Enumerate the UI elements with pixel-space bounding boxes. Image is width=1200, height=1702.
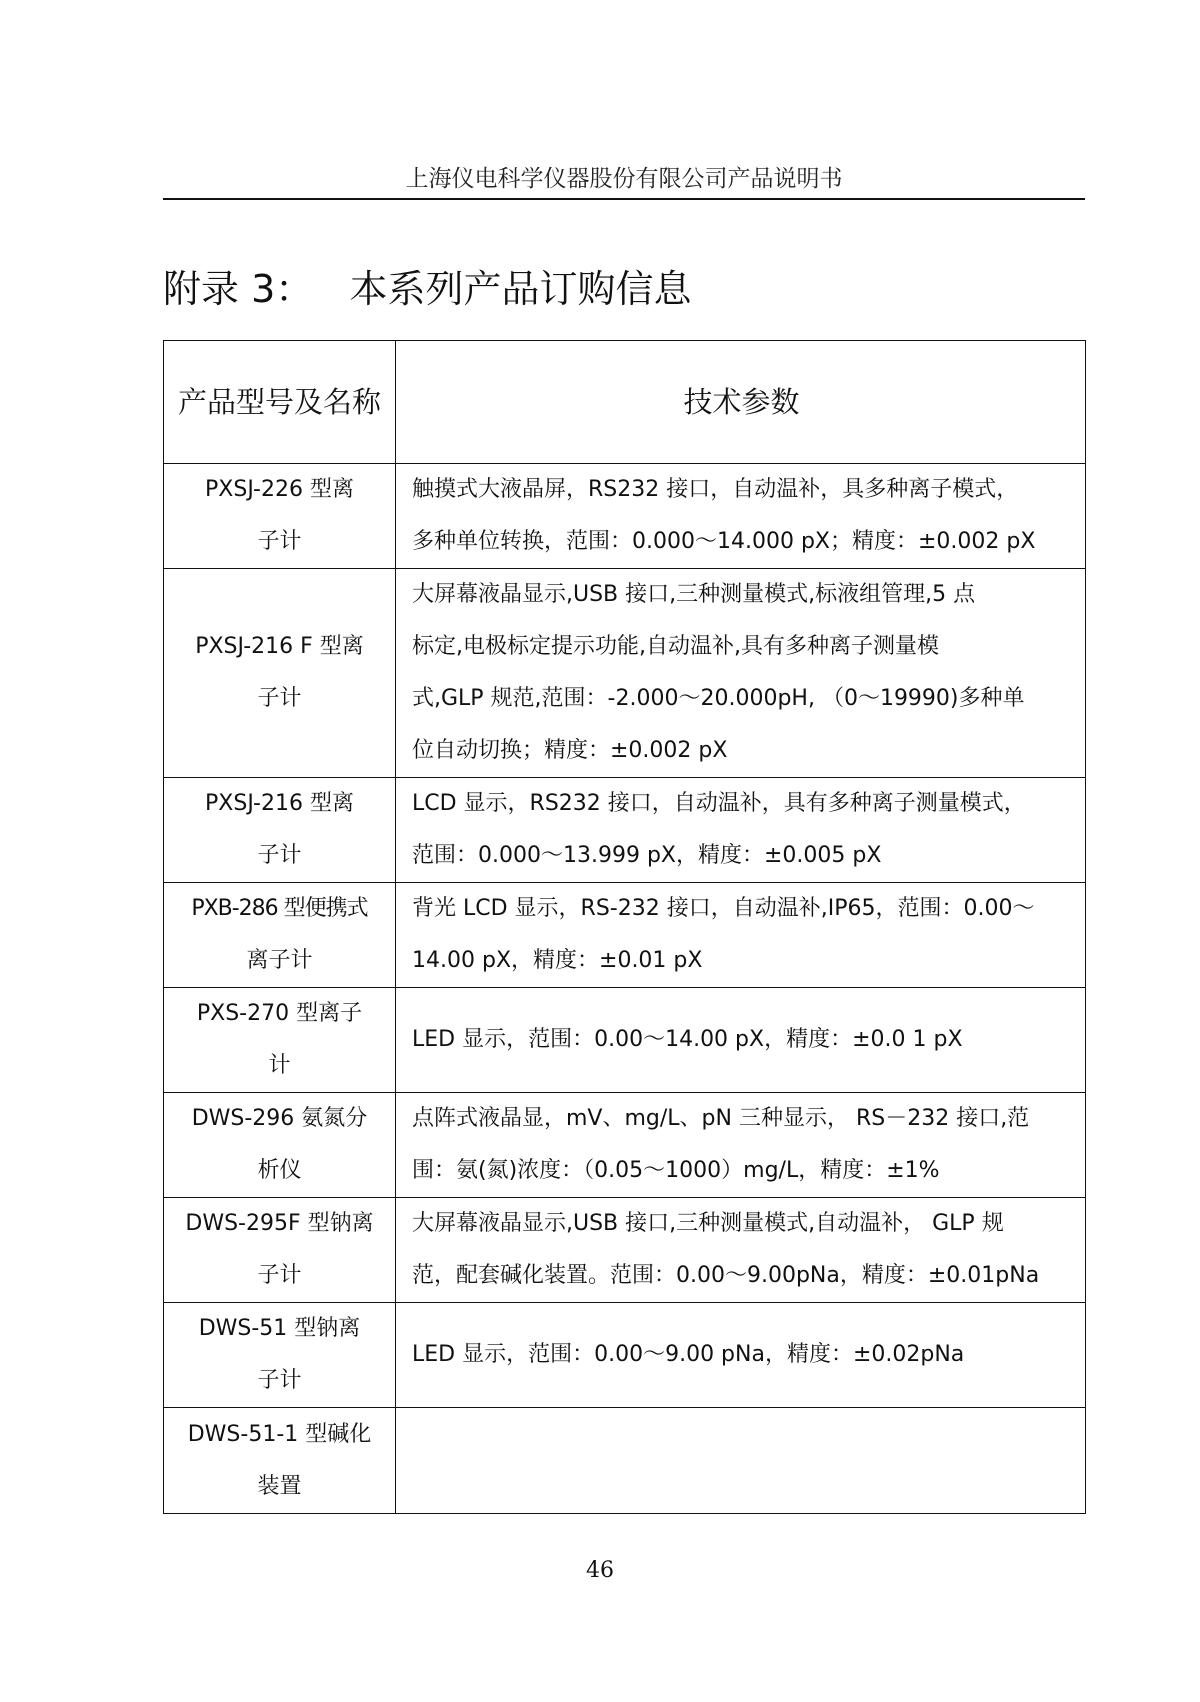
model-line: 子计 [257, 686, 302, 711]
spec-line: 位自动切换；精度：±0.002 pX [412, 738, 728, 763]
model-line: 子计 [257, 1368, 302, 1393]
spec-line: 式,GLP 规范,范围：-2.000～20.000pH, （0～19990)多种单 [412, 686, 1025, 711]
table-row [164, 569, 1086, 778]
spec-cell [396, 883, 1086, 988]
model-cell [164, 1198, 396, 1303]
column-header-model-label: 产品型号及名称 [177, 385, 381, 419]
model-line: 计 [268, 1053, 291, 1078]
table-row [164, 1198, 1086, 1303]
model-line: DWS-51 型钠离 [198, 1316, 361, 1341]
model-line: PXSJ-226 型离 [205, 477, 354, 502]
table-header-row [164, 341, 1086, 464]
column-header-model [164, 341, 396, 464]
model-cell [164, 988, 396, 1093]
document-header: 上海仪电科学仪器股份有限公司产品说明书 [405, 166, 843, 192]
spec-line: 大屏幕液晶显示,USB 接口,三种测量模式,标液组管理,5 点 [412, 582, 976, 607]
table-row [164, 988, 1086, 1093]
table-row [164, 778, 1086, 883]
column-header-specs: 技术参数 [396, 341, 1086, 464]
model-line: 子计 [257, 529, 302, 554]
spec-line: 标定,电极标定提示功能,自动温补,具有多种离子测量模 [412, 634, 939, 659]
model-line: 子计 [257, 843, 302, 868]
table-row [164, 1408, 1086, 1514]
table-row [164, 1303, 1086, 1408]
model-cell [164, 1303, 396, 1408]
model-cell [164, 464, 396, 569]
table-row [164, 1093, 1086, 1198]
ordering-info-table [163, 340, 1086, 1514]
spec-line: 背光 LCD 显示，RS-232 接口，自动温补,IP65，范围：0.00～ [412, 896, 1035, 921]
model-line: DWS-296 氨氮分 [191, 1106, 368, 1131]
page-number: 46 [586, 1558, 614, 1583]
model-line: 离子计 [246, 948, 313, 973]
spec-cell [396, 464, 1086, 569]
table-row [164, 464, 1086, 569]
spec-line: 大屏幕液晶显示,USB 接口,三种测量模式,自动温补， GLP 规 [412, 1211, 1004, 1236]
model-line: DWS-51-1 型碱化 [187, 1421, 372, 1447]
spec-cell [396, 988, 1086, 1093]
model-line: DWS-295F 型钠离 [185, 1211, 374, 1236]
model-cell [164, 883, 396, 988]
spec-cell [396, 1093, 1086, 1198]
model-line: PXS-270 型离子 [196, 1001, 363, 1026]
spec-line: 范围：0.000～13.999 pX，精度：±0.005 pX [412, 843, 882, 868]
table-row [164, 883, 1086, 988]
spec-line: 14.00 pX，精度：±0.01 pX [412, 948, 703, 973]
model-line: PXSJ-216 F 型离 [195, 634, 364, 659]
model-cell [164, 1408, 396, 1514]
spec-cell-empty [396, 1408, 1086, 1514]
model-line: PXB-286 型便携式 [191, 896, 368, 921]
spec-line: 围：氨(氮)浓度：（0.05～1000）mg/L，精度：±1% [412, 1158, 940, 1183]
spec-line: LCD 显示，RS232 接口，自动温补，具有多种离子测量模式， [412, 791, 1026, 816]
spec-line: 范，配套碱化装置。范围：0.00～9.00pNa，精度：±0.01pNa [412, 1263, 1040, 1288]
spec-line: 点阵式液晶显，mV、mg/L、pN 三种显示， RS－232 接口,范 [412, 1106, 1030, 1131]
model-cell [164, 569, 396, 778]
model-cell [164, 1093, 396, 1198]
page-title: 附录 3： 本系列产品订购信息 [163, 267, 692, 311]
model-line: 析仪 [257, 1158, 302, 1183]
spec-line: 多种单位转换，范围：0.000～14.000 pX；精度：±0.002 pX [412, 529, 1036, 554]
spec-line: LED 显示，范围：0.00～9.00 pNa，精度：±0.02pNa [412, 1342, 965, 1367]
spec-line: 触摸式大液晶屏，RS232 接口，自动温补，具多种离子模式， [412, 477, 1019, 502]
model-line: 子计 [257, 1263, 302, 1288]
spec-cell [396, 1303, 1086, 1408]
spec-cell [396, 778, 1086, 883]
model-line: PXSJ-216 型离 [205, 791, 354, 816]
spec-cell [396, 1198, 1086, 1303]
header-rule [163, 198, 1085, 200]
spec-line: LED 显示，范围：0.00～14.00 pX，精度：±0.0 1 pX [412, 1027, 963, 1052]
model-line: 装置 [257, 1473, 302, 1499]
spec-cell [396, 569, 1086, 778]
model-cell [164, 778, 396, 883]
